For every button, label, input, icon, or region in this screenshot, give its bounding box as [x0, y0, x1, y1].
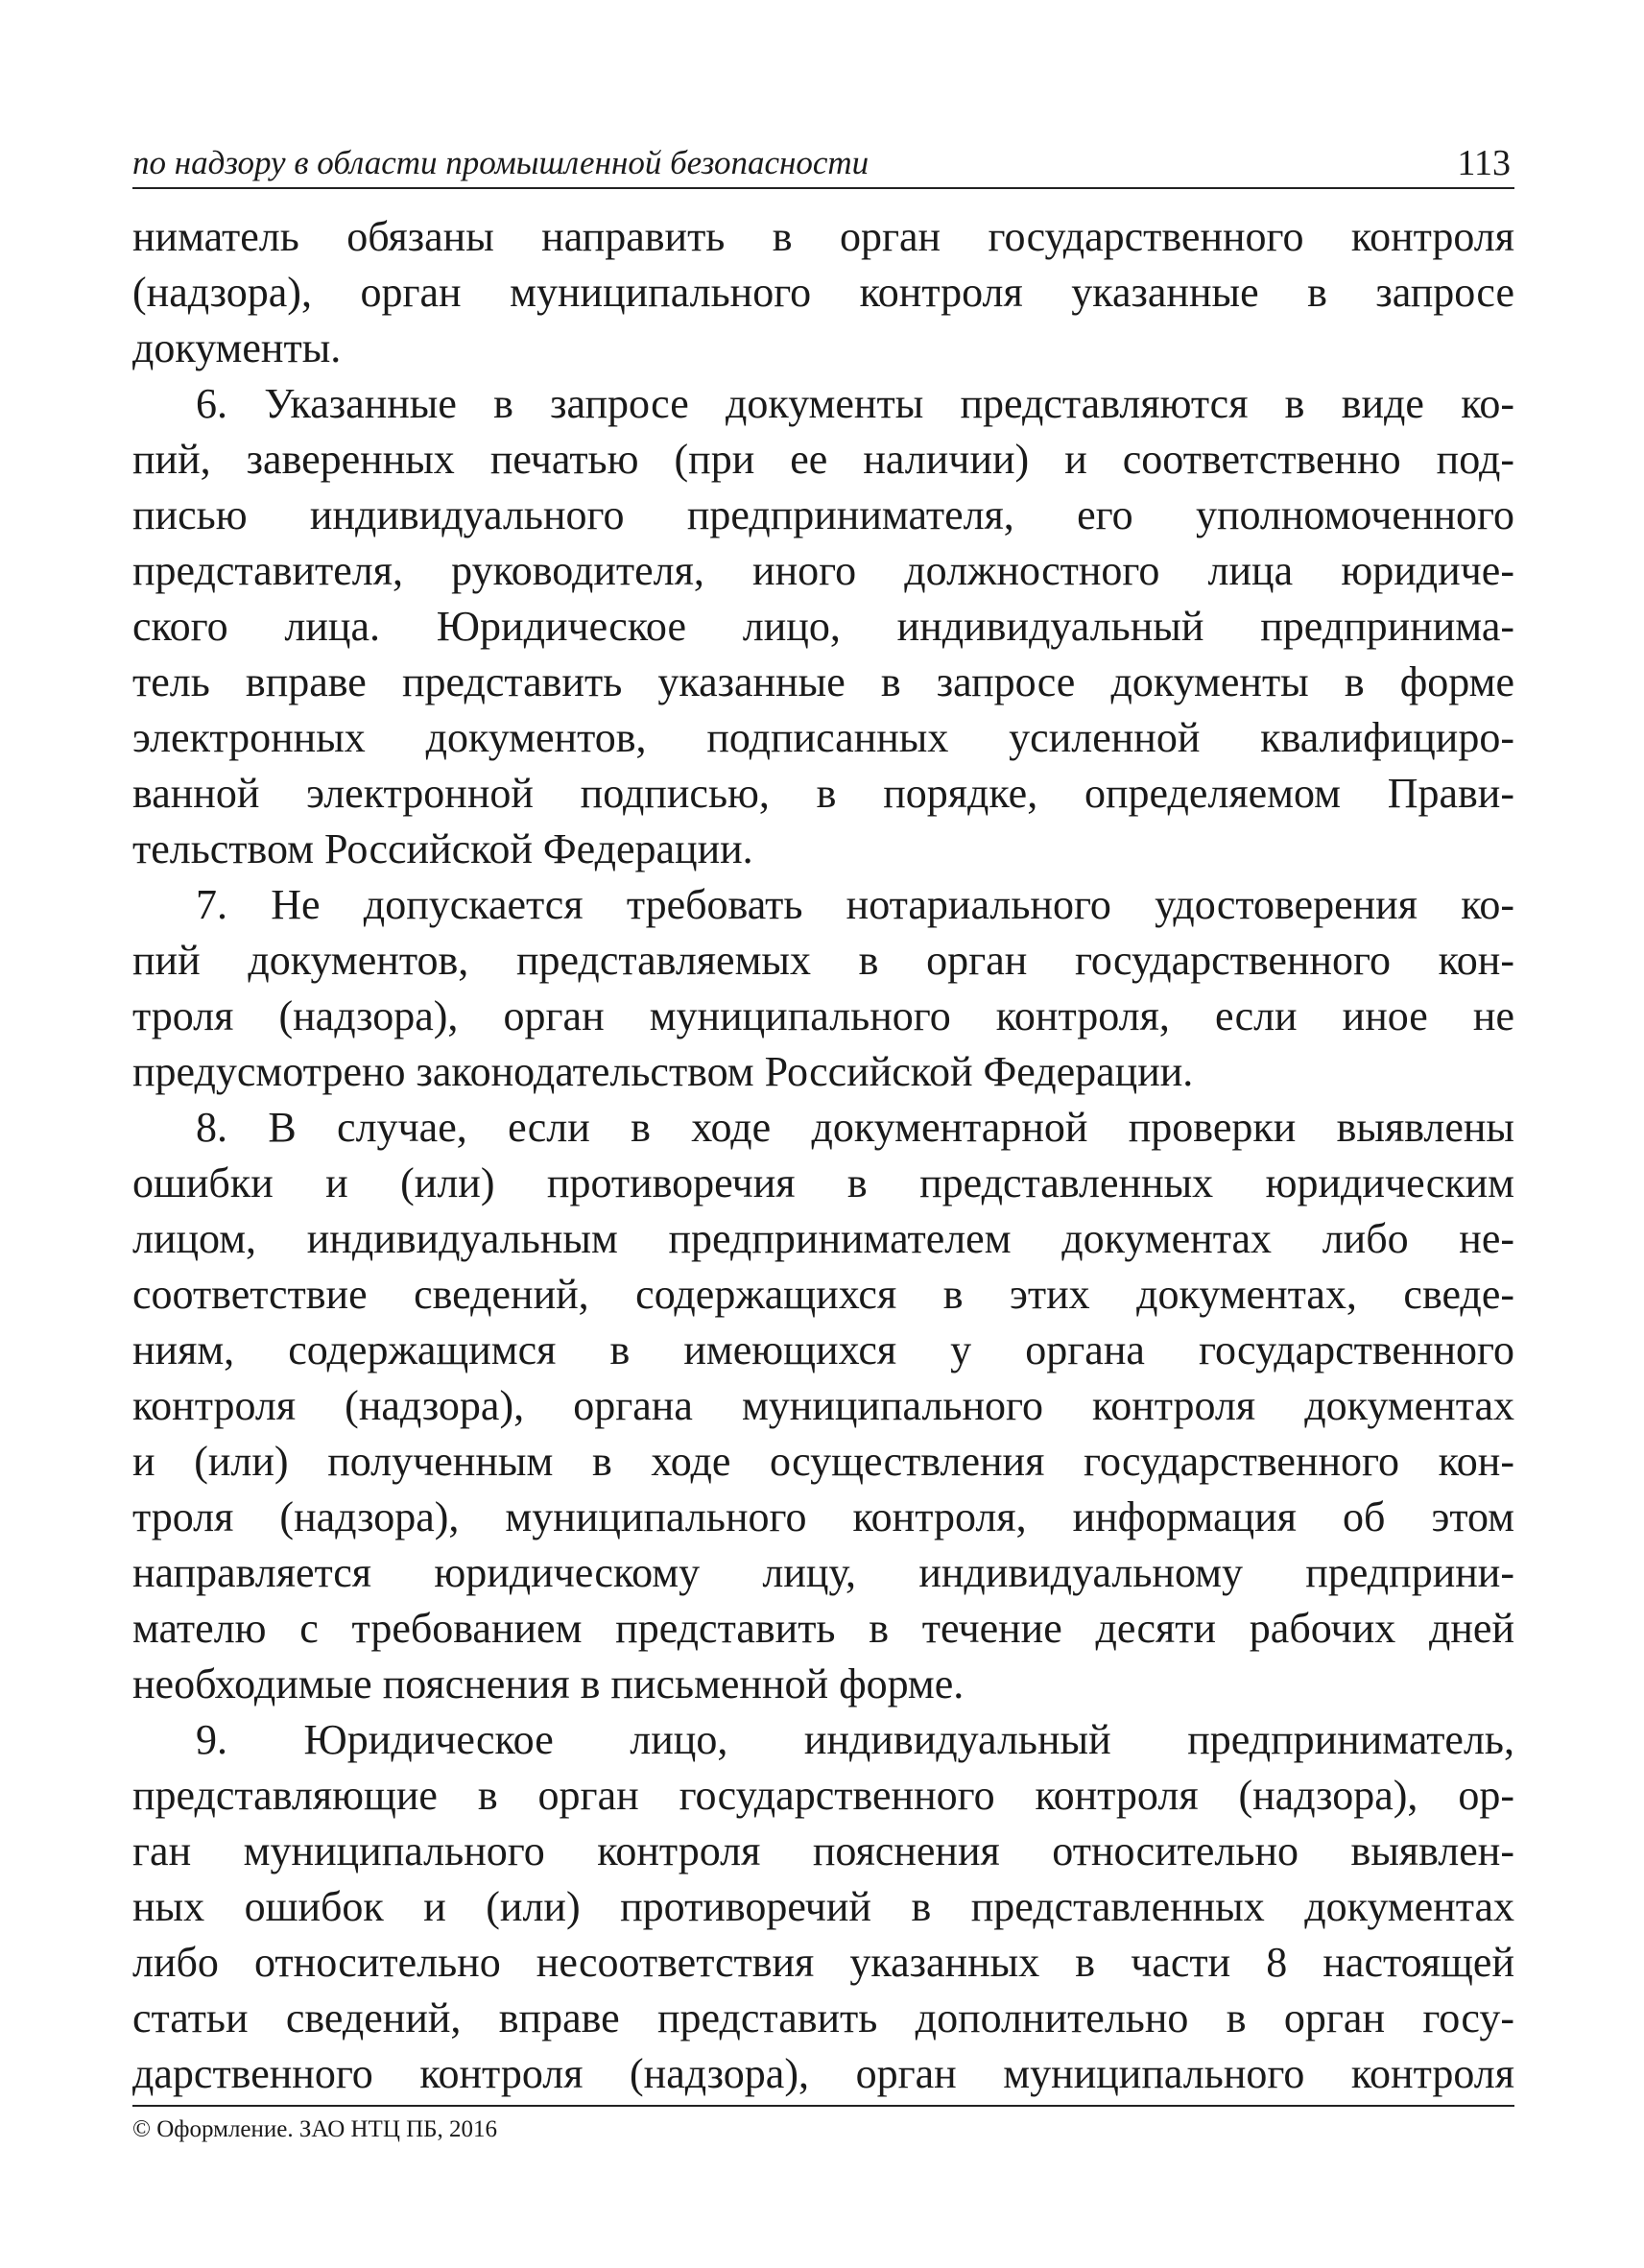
- paragraph-7-start: 7. Не допускается требовать нотариального удостоверения ко-: [196, 881, 1514, 928]
- text-line: дарственного контроля (надзора), орган муниципального контроля: [132, 2050, 1514, 2097]
- paragraph-9-start: 9. Юридическое лицо, индивидуальный предприниматель,: [196, 1716, 1514, 1763]
- text-line: и (или) полученным в ходе осуществления государственного кон-: [132, 1438, 1514, 1485]
- text-line: документы.: [132, 324, 342, 371]
- copyright-footer: © Оформление. ЗАО НТЦ ПБ, 2016: [132, 2116, 498, 2142]
- text-line: пий документов, представляемых в орган государственного кон-: [132, 937, 1514, 984]
- text-line: электронных документов, подписанных усиленной квалифициро-: [132, 714, 1514, 761]
- footer-rule: [132, 2105, 1514, 2107]
- text-line: писью индивидуального предпринимателя, его уполномоченного: [132, 491, 1514, 538]
- text-line: контроля (надзора), органа муниципального контроля документах: [132, 1382, 1514, 1429]
- page-number: 113: [1457, 143, 1511, 183]
- text-line: либо относительно несоответствия указанных в части 8 настоящей: [132, 1939, 1514, 1986]
- text-line: пий, заверенных печатью (при ее наличии) и соответственно под-: [132, 436, 1514, 483]
- text-line: тельством Российской Федерации.: [132, 825, 753, 872]
- text-line: (надзора), орган муниципального контроля указанные в запросе: [132, 269, 1514, 316]
- text-line: ошибки и (или) противоречия в представленных юридическим: [132, 1159, 1514, 1206]
- text-line: необходимые пояснения в письменной форме.: [132, 1660, 965, 1707]
- text-line: ниям, содержащимся в имеющихся у органа государственного: [132, 1326, 1514, 1373]
- text-line: троля (надзора), муниципального контроля, информация об этом: [132, 1493, 1514, 1540]
- header-rule: [132, 187, 1514, 189]
- text-line: ского лица. Юридическое лицо, индивидуальный предпринима-: [132, 603, 1514, 650]
- text-line: ниматель обязаны направить в орган государственного контроля: [132, 213, 1514, 260]
- body-text: [132, 209, 1514, 2102]
- text-line: лицом, индивидуальным предпринимателем документах либо не-: [132, 1215, 1514, 1262]
- paragraph-8-start: 8. В случае, если в ходе документарной проверки выявлены: [196, 1104, 1514, 1151]
- text-line: представляющие в орган государственного контроля (надзора), ор-: [132, 1772, 1514, 1819]
- text-line: троля (надзора), орган муниципального контроля, если иное не: [132, 992, 1514, 1039]
- text-line: соответствие сведений, содержащихся в этих документах, сведе-: [132, 1271, 1514, 1318]
- text-line: статьи сведений, вправе представить дополнительно в орган госу-: [132, 1994, 1514, 2041]
- text-line: ванной электронной подписью, в порядке, определяемом Прави-: [132, 770, 1514, 817]
- paragraph-6-start: 6. Указанные в запросе документы представляются в виде ко-: [196, 380, 1514, 427]
- text-line: ных ошибок и (или) противоречий в представленных документах: [132, 1883, 1514, 1930]
- running-header-title: по надзору в области промышленной безопасности: [132, 144, 870, 181]
- text-line: представителя, руководителя, иного должностного лица юридиче-: [132, 547, 1514, 594]
- text-line: предусмотрено законодательством Российской Федерации.: [132, 1048, 1194, 1095]
- text-line: мателю с требованием представить в течение десяти рабочих дней: [132, 1605, 1514, 1652]
- text-line: направляется юридическому лицу, индивидуальному предприни-: [132, 1549, 1514, 1596]
- text-line: ган муниципального контроля пояснения относительно выявлен-: [132, 1827, 1514, 1874]
- text-line: тель вправе представить указанные в запросе документы в форме: [132, 658, 1514, 705]
- running-header: [132, 142, 1514, 188]
